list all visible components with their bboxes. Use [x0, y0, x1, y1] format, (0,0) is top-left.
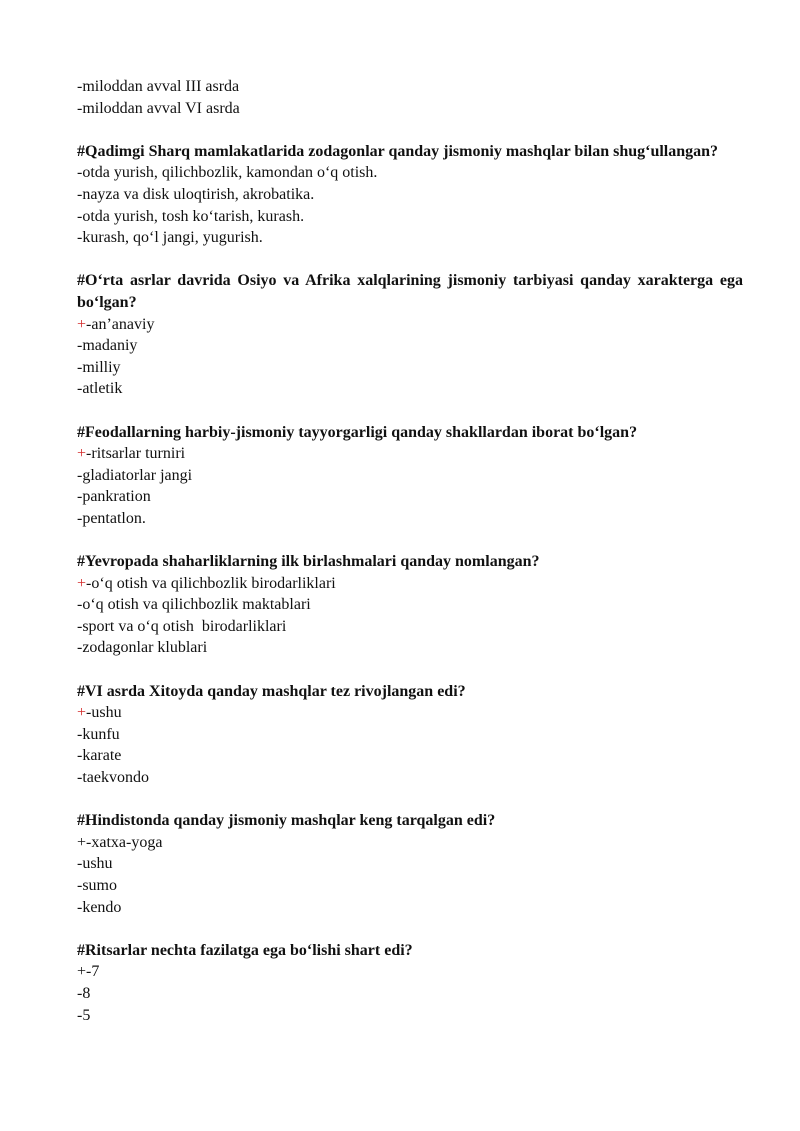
option-line: -pentatlon.: [77, 509, 146, 527]
correct-marker: +: [77, 833, 87, 851]
option-text: -xatxa-yoga: [86, 833, 163, 851]
question-heading: #VI asrda Xitoyda qanday mashqlar tez rivojlangan edi?: [77, 682, 466, 700]
correct-marker: +: [77, 315, 87, 333]
option-line: -5: [77, 1006, 91, 1024]
question-heading: #O‘rta asrlar davrida Osiyo va Afrika xalqlarining jismoniy tarbiyasi qanday xarakterga ega bo‘lgan?: [77, 272, 743, 311]
option-line: -atletik: [77, 380, 123, 398]
option-line: -pankration: [77, 488, 151, 506]
option-text: -an’anaviy: [86, 315, 155, 333]
document-content: [77, 76, 743, 1026]
option-line: -taekvondo: [77, 769, 149, 786]
option-line: -kunfu: [77, 725, 120, 743]
correct-marker: +: [77, 445, 87, 463]
option-line: -o‘q otish va qilichbozlik maktablari: [77, 596, 311, 614]
question-heading: #Yevropada shaharliklarning ilk birlashmalari qanday nomlangan?: [77, 553, 540, 571]
question-heading: #Ritsarlar nechta fazilatga ega bo‘lishi shart edi?: [77, 941, 413, 959]
option-line: -ushu: [77, 855, 113, 873]
option-line: -otda yurish, tosh ko‘tarish, kurash.: [77, 207, 305, 225]
question-heading: #Qadimgi Sharq mamlakatlarida zodagonlar qanday jismoniy mashqlar bilan shug‘ullangan?: [77, 142, 719, 160]
option-line: -gladiatorlar jangi: [77, 466, 193, 484]
option-text: -7: [86, 963, 100, 981]
correct-marker: +: [77, 963, 87, 981]
question-heading: #Hindistonda qanday jismoniy mashqlar keng tarqalgan edi?: [77, 812, 496, 830]
question-heading: #Feodallarning harbiy-jismoniy tayyorgarligi qanday shakllardan iborat bo‘lgan?: [77, 423, 638, 441]
option-line: -miloddan avval VI asrda: [77, 99, 240, 117]
option-line: -kurash, qo‘l jangi, yugurish.: [77, 229, 263, 247]
option-line: -sport va o‘q otish birodarliklari: [77, 617, 287, 635]
option-line: -zodagonlar klublari: [77, 639, 208, 657]
option-line: -kendo: [77, 898, 122, 916]
option-text: -o‘q otish va qilichbozlik birodarliklari: [86, 574, 336, 592]
option-line: -nayza va disk uloqtirish, akrobatika.: [77, 185, 315, 203]
option-line: -madaniy: [77, 337, 138, 355]
option-line: -8: [77, 984, 91, 1002]
option-line: -milliy: [77, 358, 121, 376]
option-line-correct: [77, 443, 743, 465]
option-text: -ushu: [86, 704, 122, 722]
option-line-correct: [77, 832, 743, 854]
option-line: -miloddan avval III asrda: [77, 78, 240, 95]
option-line-correct: [77, 961, 743, 983]
option-line: -otda yurish, qilichbozlik, kamondan o‘q otish.: [77, 164, 378, 182]
option-line: -karate: [77, 747, 122, 765]
option-line-correct: [77, 314, 743, 336]
option-line-correct: [77, 573, 743, 595]
correct-marker: +: [77, 574, 87, 592]
option-line-correct: [77, 702, 743, 724]
option-line: -sumo: [77, 876, 117, 894]
correct-marker: +: [77, 704, 87, 722]
option-text: -ritsarlar turniri: [86, 445, 186, 463]
